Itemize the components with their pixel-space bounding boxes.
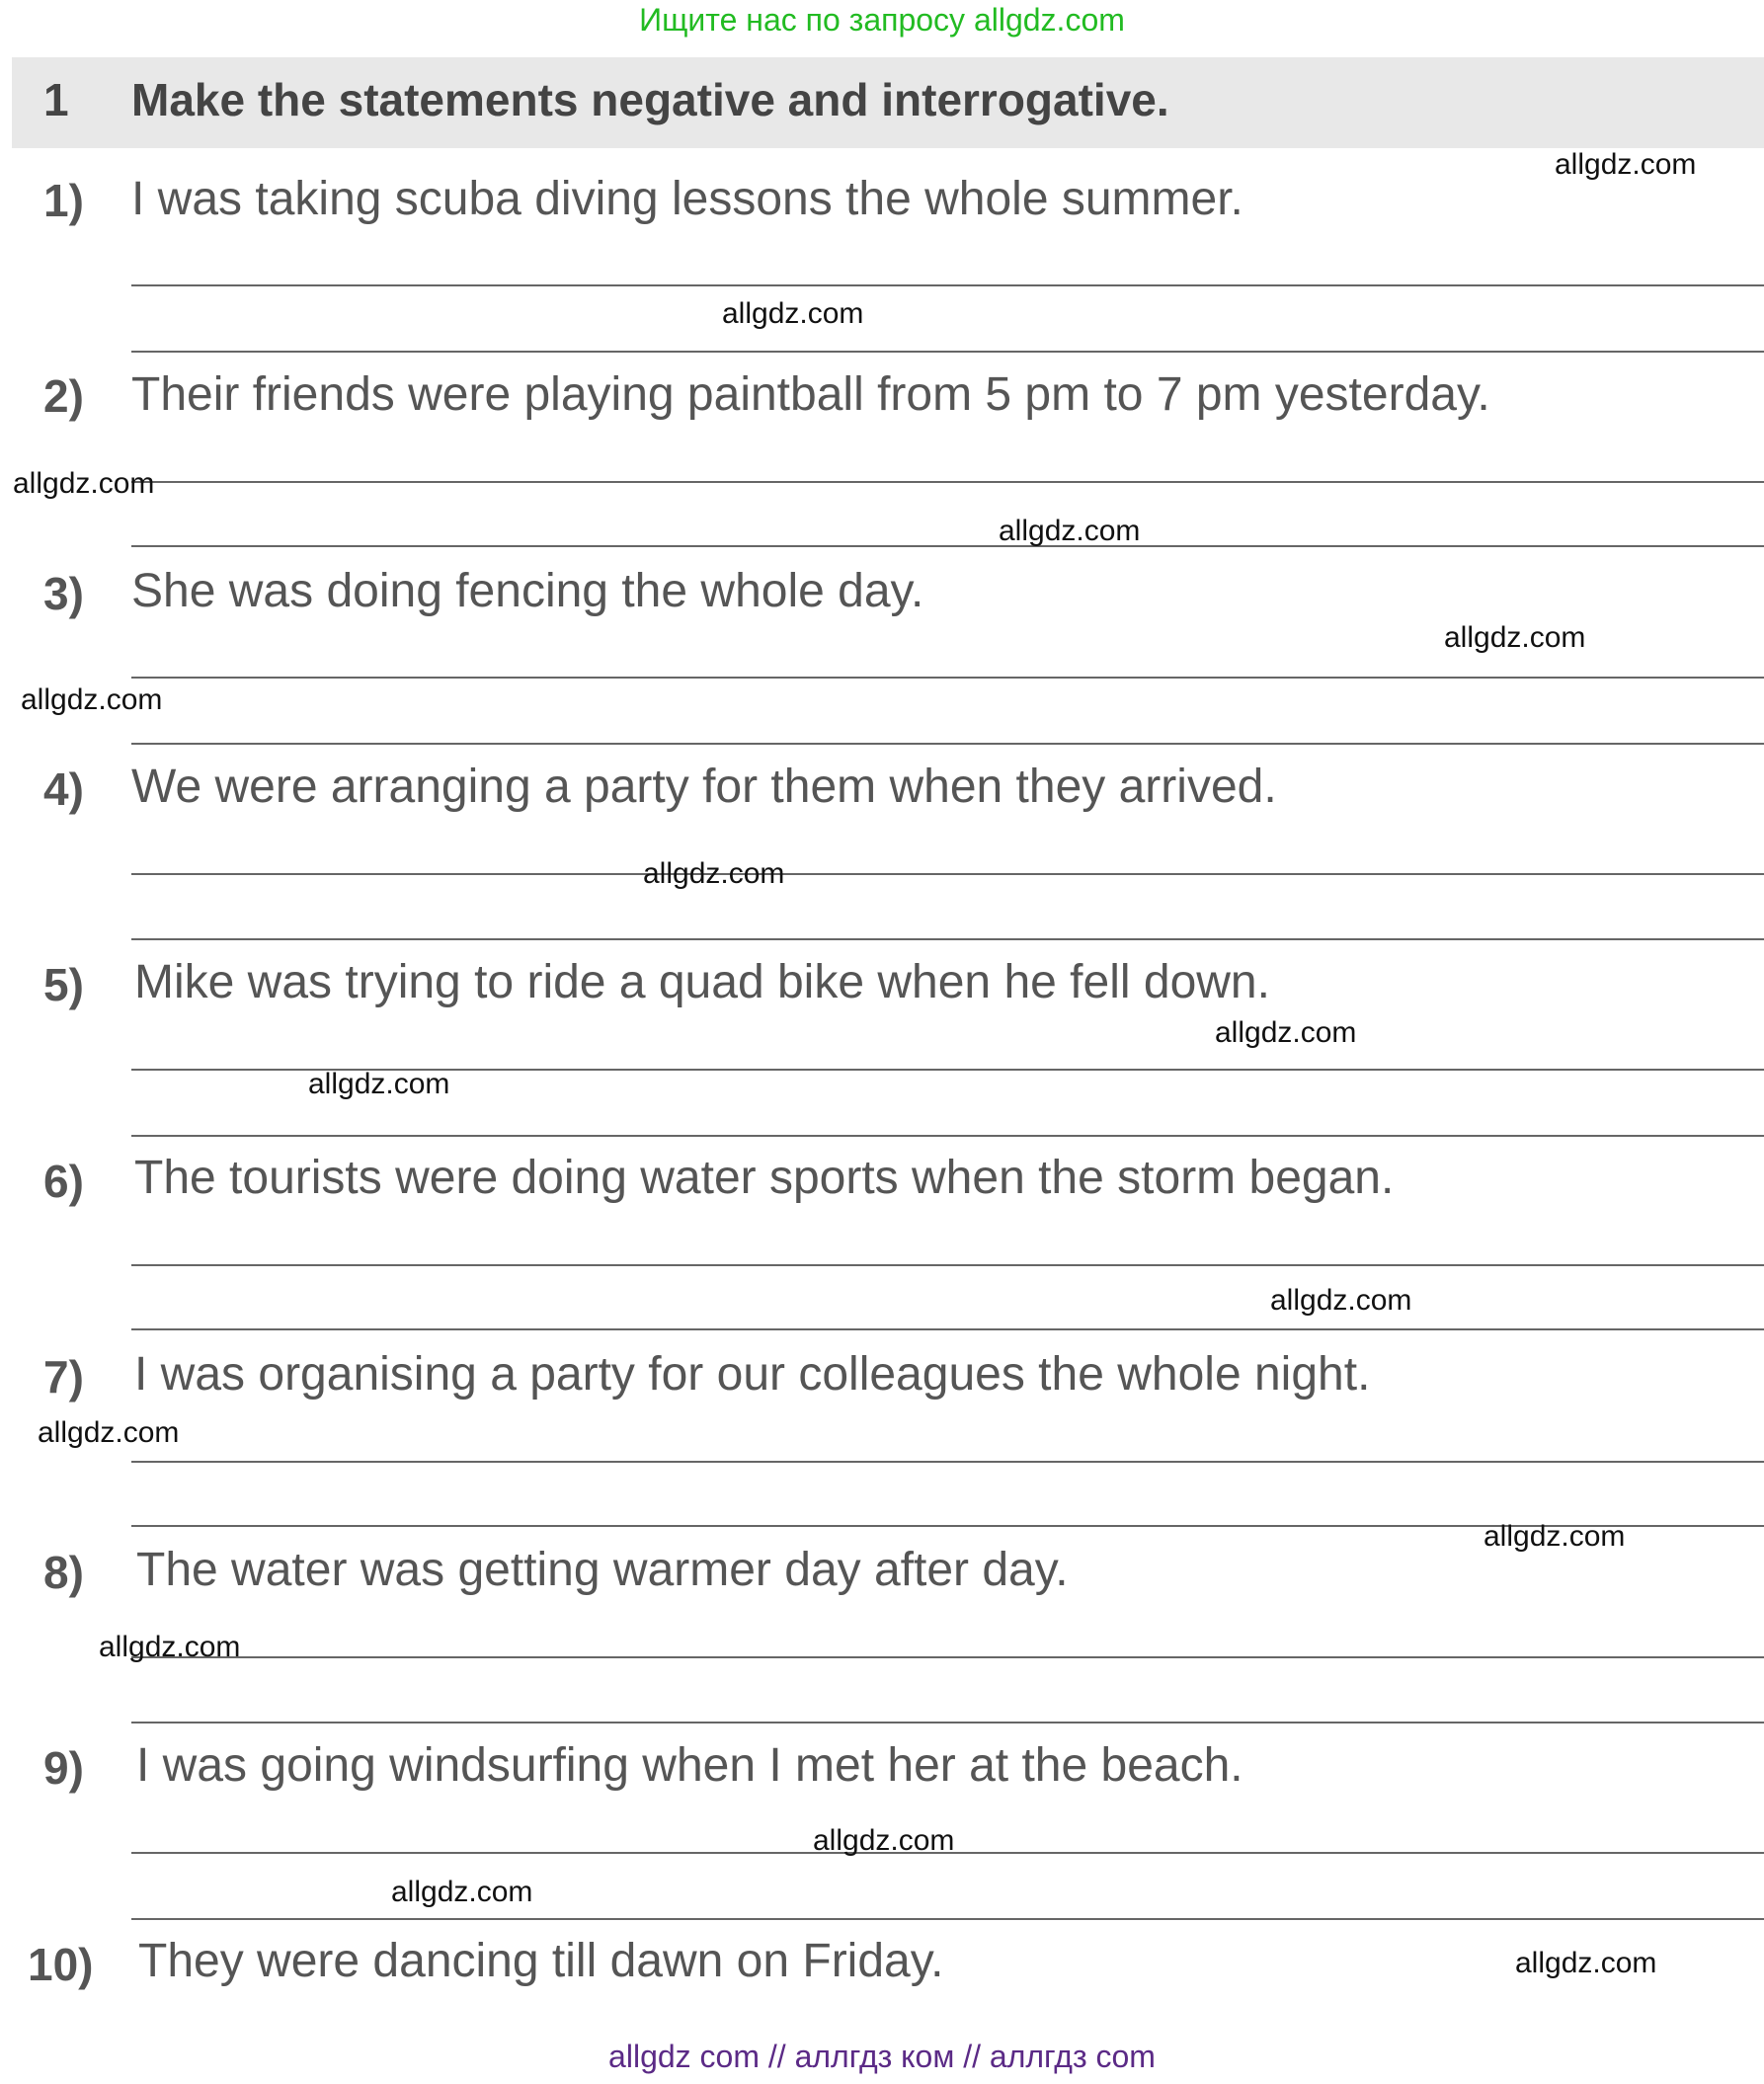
- answer-line: [131, 351, 1764, 353]
- item-number: 7): [43, 1351, 84, 1403]
- answer-line: [131, 1328, 1764, 1330]
- item-number: 10): [28, 1939, 94, 1990]
- watermark: allgdz.com: [722, 297, 864, 330]
- watermark: allgdz.com: [99, 1631, 241, 1663]
- watermark: allgdz.com: [391, 1876, 533, 1908]
- watermark: allgdz.com: [1215, 1016, 1357, 1049]
- item-number: 6): [43, 1156, 84, 1207]
- answer-line: [131, 1918, 1764, 1920]
- item-sentence: Mike was trying to ride a quad bike when he fell down.: [134, 956, 1270, 1008]
- watermark: allgdz.com: [38, 1416, 180, 1449]
- answer-line: [131, 1722, 1764, 1723]
- item-number: 2): [43, 370, 84, 422]
- answer-line: [131, 1135, 1764, 1137]
- answer-line: [131, 481, 1764, 483]
- item-number: 1): [43, 175, 84, 226]
- item-sentence: The water was getting warmer day after day.: [136, 1544, 1069, 1596]
- item-sentence: They were dancing till dawn on Friday.: [138, 1935, 944, 1987]
- item-sentence: I was going windsurfing when I met her at the beach.: [136, 1739, 1243, 1792]
- footer-watermark: allgdz com // аллгдз ком // аллгдз com: [608, 2039, 1156, 2074]
- item-number: 8): [43, 1547, 84, 1598]
- item-sentence: I was organising a party for our colleagues the whole night.: [134, 1348, 1371, 1401]
- watermark: allgdz.com: [1444, 621, 1586, 654]
- exercise-number: 1: [43, 74, 69, 125]
- item-number: 4): [43, 763, 84, 815]
- answer-line: [131, 545, 1764, 547]
- answer-line: [131, 284, 1764, 286]
- answer-line: [131, 1264, 1764, 1266]
- item-number: 5): [43, 959, 84, 1010]
- watermark: allgdz.com: [1555, 148, 1697, 181]
- item-sentence: Their friends were playing paintball from 5 pm to 7 pm yesterday.: [131, 368, 1490, 421]
- watermark: allgdz.com: [1515, 1947, 1657, 1979]
- answer-line: [131, 938, 1764, 940]
- watermark: allgdz.com: [999, 515, 1141, 547]
- item-sentence: We were arranging a party for them when they arrived.: [131, 761, 1277, 813]
- answer-line: [131, 1461, 1764, 1463]
- watermark: allgdz.com: [21, 683, 163, 716]
- item-sentence: I was taking scuba diving lessons the whole summer.: [131, 173, 1243, 225]
- answer-line: [131, 1656, 1764, 1658]
- watermark: allgdz.com: [643, 857, 785, 890]
- item-number: 9): [43, 1742, 84, 1794]
- answer-line: [131, 873, 1764, 875]
- answer-line: [131, 677, 1764, 679]
- item-number: 3): [43, 568, 84, 619]
- item-sentence: The tourists were doing water sports when the storm began.: [134, 1152, 1395, 1204]
- watermark: allgdz.com: [813, 1824, 955, 1857]
- watermark: allgdz.com: [1483, 1520, 1626, 1553]
- exercise-title: Make the statements negative and interrogative.: [131, 74, 1169, 125]
- watermark: allgdz.com: [13, 467, 155, 500]
- answer-line: [131, 743, 1764, 745]
- search-banner: Ищите нас по запросу allgdz.com: [639, 2, 1125, 38]
- watermark: allgdz.com: [1270, 1284, 1412, 1317]
- item-sentence: She was doing fencing the whole day.: [131, 565, 924, 617]
- watermark: allgdz.com: [308, 1068, 450, 1100]
